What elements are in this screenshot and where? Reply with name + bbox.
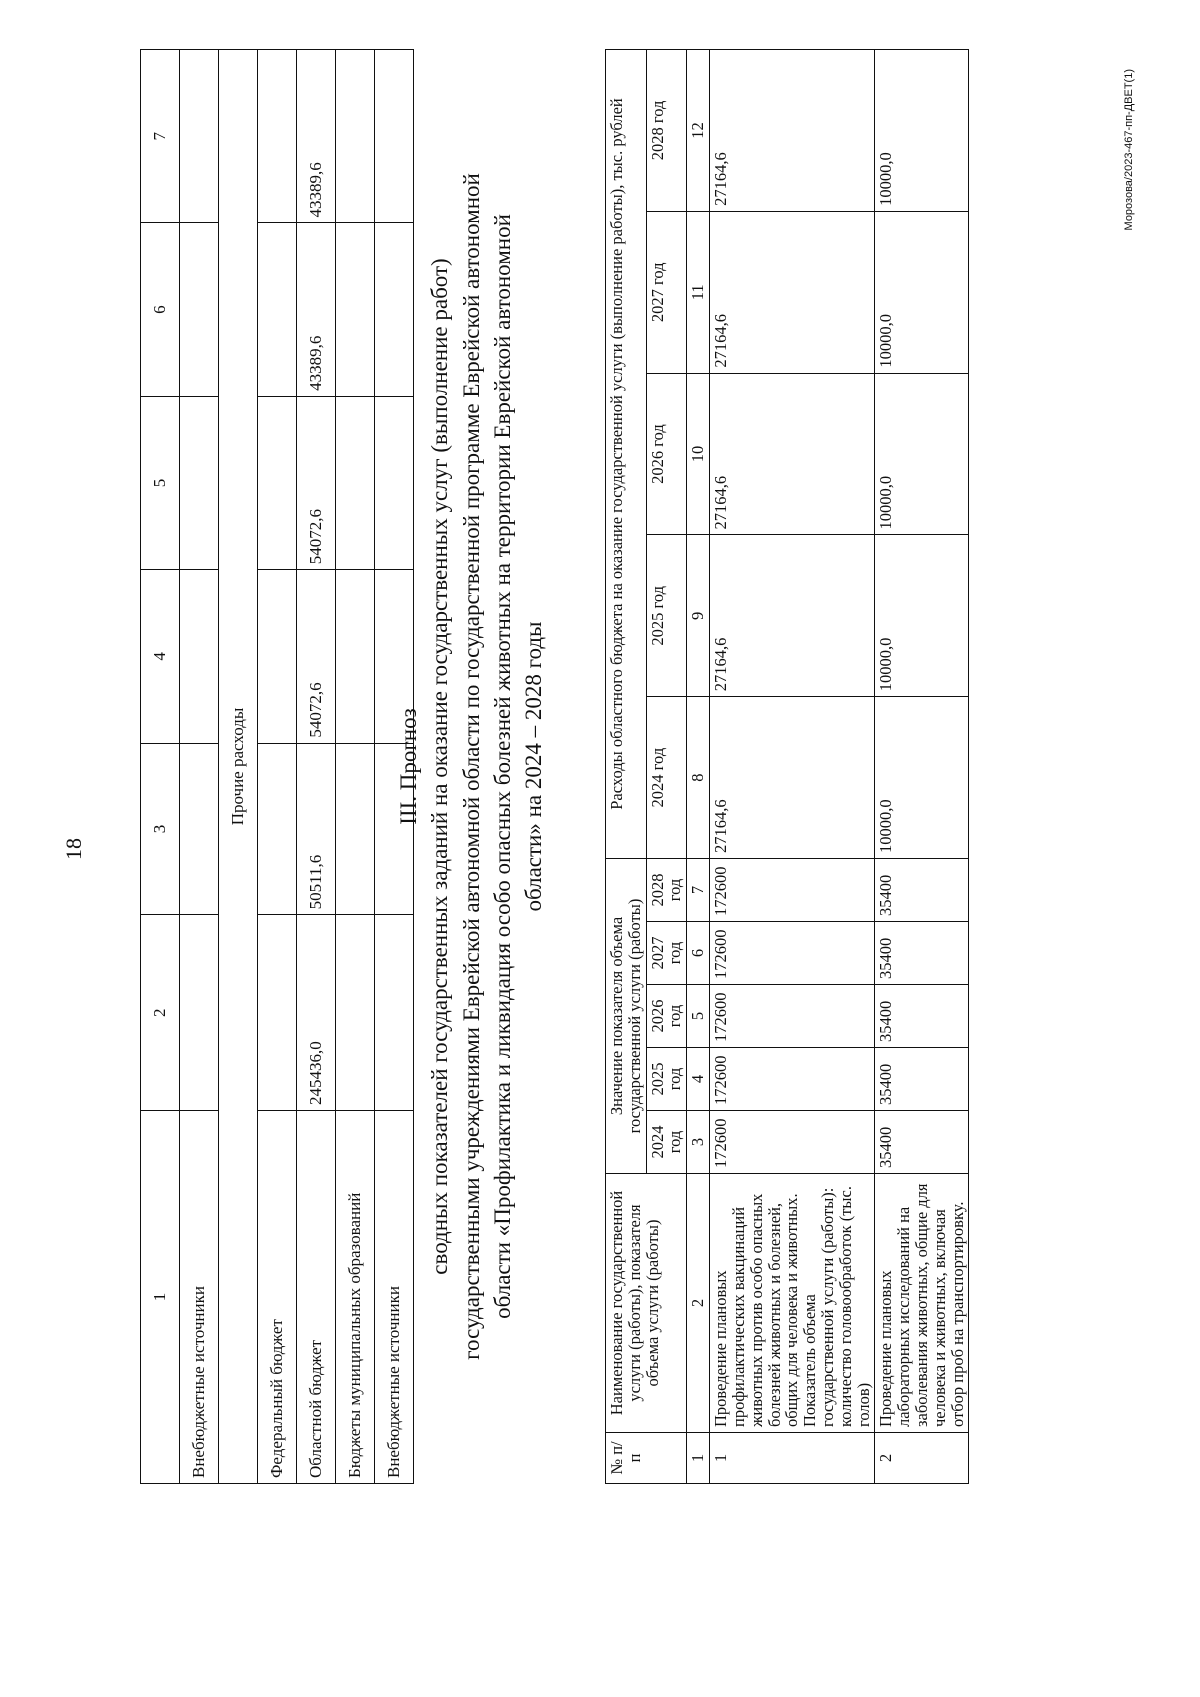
row-label: Внебюджетные источники	[180, 1110, 219, 1483]
volume-cell: 35400	[875, 1047, 969, 1110]
cost-cell: 27164,6	[710, 534, 875, 696]
column-number: 11	[687, 211, 710, 373]
cell	[258, 914, 297, 1110]
volume-cell: 35400	[875, 858, 969, 921]
column-number: 6	[687, 921, 710, 984]
funding-table	[140, 49, 414, 1484]
table-row	[297, 49, 336, 1483]
volume-cell: 35400	[875, 921, 969, 984]
header-name: Наименование государственной услуги (работы), показателя объема услуги (работы)	[606, 1173, 687, 1432]
forecast-table	[605, 49, 969, 1484]
year-header: 2025 год	[646, 1047, 687, 1110]
column-number: 1	[141, 1110, 180, 1483]
column-number: 8	[687, 696, 710, 858]
service-name: Проведение плановых лабораторных исследований на заболевания животных, общие для человека и животных, включая отбор проб на транспортировку.	[875, 1173, 969, 1432]
column-number: 7	[687, 858, 710, 921]
column-number: 6	[141, 222, 180, 395]
volume-cell: 35400	[875, 984, 969, 1047]
header-cost: Расходы областного бюджета на оказание государственной услуги (выполнение работы), тыс. рублей	[606, 49, 647, 858]
section-heading	[393, 49, 549, 1484]
column-number: 5	[141, 396, 180, 569]
volume-cell: 172600	[710, 984, 875, 1047]
cell	[336, 569, 375, 742]
row-label: Областной бюджет	[297, 1110, 336, 1483]
cell	[336, 914, 375, 1110]
table-header-row	[606, 49, 647, 1483]
volume-cell: 172600	[710, 921, 875, 984]
volume-cell: 172600	[710, 1110, 875, 1173]
cost-cell: 27164,6	[710, 49, 875, 211]
cell	[258, 222, 297, 395]
year-header: 2027 год	[646, 921, 687, 984]
cost-cell: 10000,0	[875, 373, 969, 535]
heading-line: области «Профилактика и ликвидация особо опасных болезней животных на территории Еврейской автономной	[489, 213, 515, 1319]
column-number: 1	[687, 1432, 710, 1483]
table-row	[875, 49, 969, 1483]
heading-line: сводных показателей государственных заданий на оказание государственных услуг (выполнение работ)	[427, 257, 453, 1275]
row-number: 2	[875, 1432, 969, 1483]
year-header: 2026 год	[646, 373, 687, 535]
cost-cell: 27164,6	[710, 696, 875, 858]
cost-cell: 10000,0	[875, 534, 969, 696]
column-number: 2	[687, 1173, 710, 1432]
column-number: 7	[141, 49, 180, 222]
year-header: 2025 год	[646, 534, 687, 696]
section-row	[219, 49, 258, 1483]
cost-cell: 10000,0	[875, 49, 969, 211]
column-number: 9	[687, 534, 710, 696]
row-label: Внебюджетные источники	[375, 1110, 414, 1483]
heading-line: III. Прогноз	[396, 707, 421, 825]
section-title: Прочие расходы	[219, 49, 258, 1483]
cell: 50511,6	[297, 743, 336, 915]
year-header: 2028 год	[646, 858, 687, 921]
cell: 54072,6	[297, 396, 336, 569]
row-label: Федеральный бюджет	[258, 1110, 297, 1483]
cell: 43389,6	[297, 222, 336, 395]
document-footer: Морозова/2023-467-пп-ДВЕТ(1)	[1123, 68, 1135, 230]
cost-cell: 27164,6	[710, 373, 875, 535]
year-header: 2026 год	[646, 984, 687, 1047]
cell: 245436,0	[297, 914, 336, 1110]
cost-cell: 10000,0	[875, 211, 969, 373]
header-volume: Значение показателя объема государственной услуги (работы)	[606, 858, 647, 1173]
table-row	[258, 49, 297, 1483]
column-number: 10	[687, 373, 710, 535]
column-number: 5	[687, 984, 710, 1047]
rotated-page	[45, 49, 1155, 1649]
cell	[258, 743, 297, 915]
cell	[336, 743, 375, 915]
row-number: 1	[710, 1432, 875, 1483]
cell	[336, 222, 375, 395]
cell	[336, 49, 375, 222]
page-number: 18	[61, 837, 86, 860]
year-header: 2028 год	[646, 49, 687, 211]
row-label: Бюджеты муниципальных образований	[336, 1110, 375, 1483]
volume-cell: 35400	[875, 1110, 969, 1173]
service-name: Проведение плановых профилактических вакцинаций животных против особо опасных болезней животных и болезней, общих для человека и животных. Показатель объема государственной услуги (работы): количество головообработок (тыс. голов)	[710, 1173, 875, 1432]
column-number: 3	[687, 1110, 710, 1173]
volume-cell: 172600	[710, 858, 875, 921]
heading-line: государственными учреждениями Еврейской автономной области по государственной программе Еврейской автономной	[458, 172, 484, 1360]
cell	[258, 569, 297, 742]
column-number-row	[687, 49, 710, 1483]
cost-cell: 27164,6	[710, 211, 875, 373]
column-number: 4	[687, 1047, 710, 1110]
cost-cell: 10000,0	[875, 696, 969, 858]
year-header: 2024 год	[646, 696, 687, 858]
cell	[258, 49, 297, 222]
table-header-row	[141, 49, 180, 1483]
volume-cell: 172600	[710, 1047, 875, 1110]
cell: 54072,6	[297, 569, 336, 742]
year-header: 2027 год	[646, 211, 687, 373]
cell: 43389,6	[297, 49, 336, 222]
cell	[336, 396, 375, 569]
year-header: 2024 год	[646, 1110, 687, 1173]
column-number: 4	[141, 569, 180, 742]
table-row	[180, 49, 219, 1483]
column-number: 3	[141, 743, 180, 915]
column-number: 12	[687, 49, 710, 211]
heading-line: области» на 2024 – 2028 годы	[521, 621, 547, 912]
header-num: № п/п	[606, 1432, 687, 1483]
column-number: 2	[141, 914, 180, 1110]
cell	[258, 396, 297, 569]
table-row	[710, 49, 875, 1483]
table-row	[336, 49, 375, 1483]
